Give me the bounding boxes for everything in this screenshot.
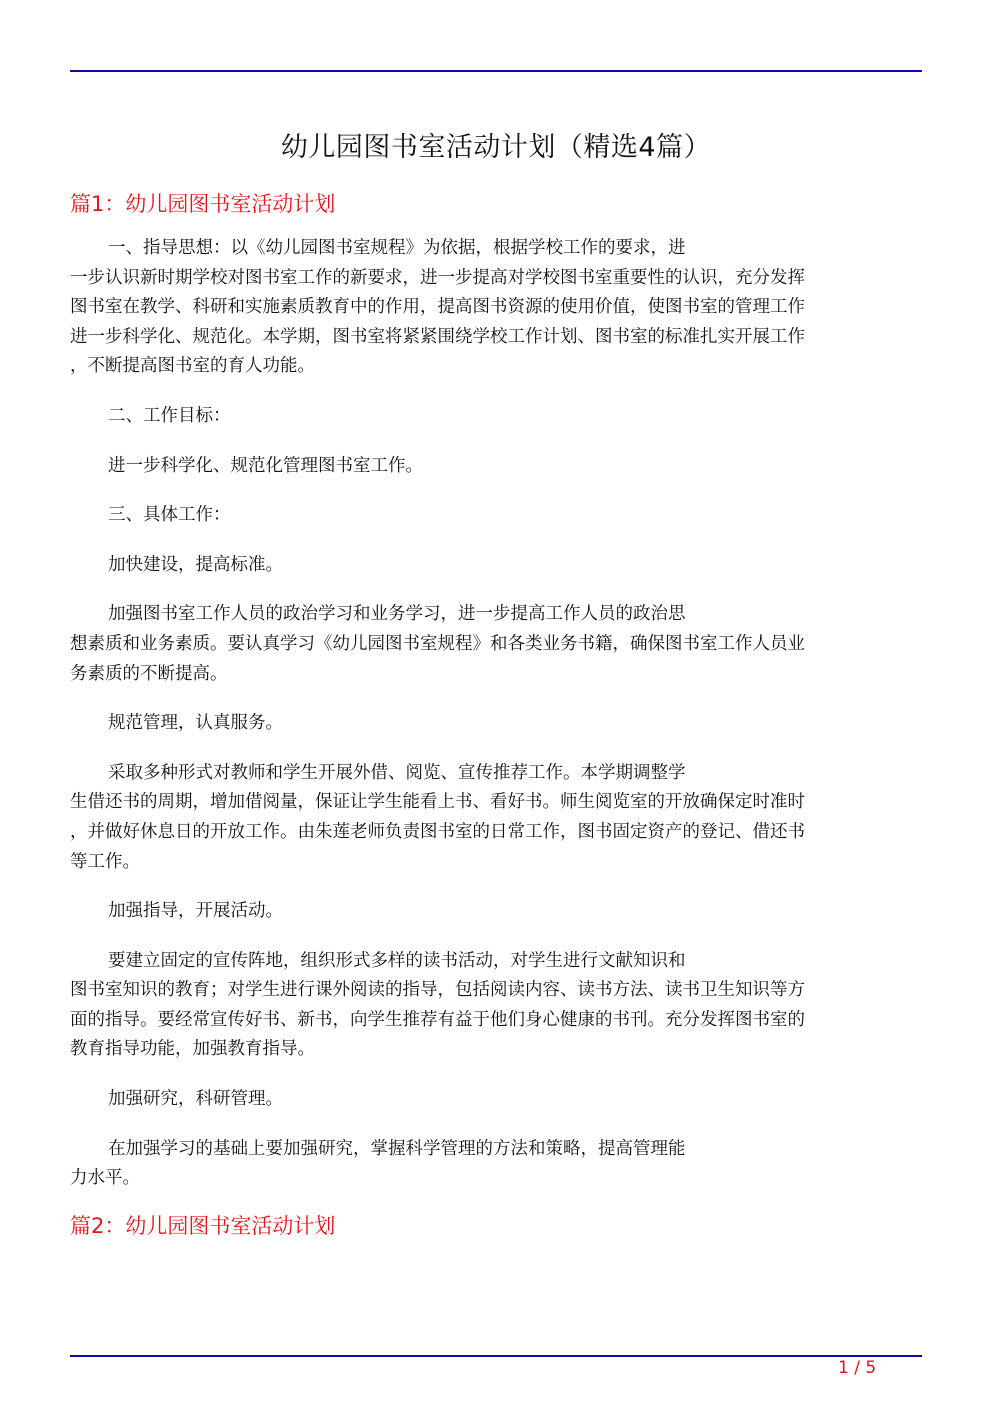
paragraph-guiding-thought: 一、指导思想：以《幼儿园图书室规程》为依据，根据学校工作的要求，进 一步认识新时期学校对图书室工作的新要求，进一步提高对学校图书室重要性的认识，充分发挥 图书室在教学、科研和实施素质教育中的作用，提高图书资源的使用价值，使图书室的管理工作 进一步科学化、规范化。本学期，图书室将紧紧围绕学校工作计划、图书室的标准扎实开展工作 ，不断提高图书室的育人功能。 [70,238,805,377]
paragraph-reading-activities: 要建立固定的宣传阵地，组织形式多样的读书活动，对学生进行文献知识和 图书室知识的教育；对学生进行课外阅读的指导，包括阅读内容、读书方法、读书卫生知识等方 面的指导。要经常宣传好书、新书，向学生推荐有益于他们身心健康的书刊。充分发挥图书室的 教育指导功能，加强教育指导。 [70,950,805,1060]
page-number: 1 / 5 [838,1358,877,1378]
paragraph-work-goal: 进一步科学化、规范化管理图书室工作。 [108,455,423,476]
footer-rule [70,1355,922,1357]
header-rule [70,70,922,72]
document-title: 幼儿园图书室活动计划（精选4篇） [280,132,712,163]
paragraph-work-goal-heading: 二、工作目标： [108,405,231,426]
paragraph-specific-work-heading: 三、具体工作： [108,505,231,526]
paragraph-guidance-heading: 加强指导，开展活动。 [108,901,283,922]
paragraph-standard-management: 规范管理，认真服务。 [108,713,283,734]
paragraph-lending-service: 采取多种形式对教师和学生开展外借、阅览、宣传推荐工作。本学期调整学 生借还书的周期，增加借阅量，保证让学生能看上书、看好书。师生阅览室的开放确保定时准时 ，并做好休息日的开放工作。由朱莲老师负责图书室的日常工作，图书固定资产的登记、借还书 等工作。 [70,762,805,872]
paragraph-accelerate-construction: 加快建设，提高标准。 [108,554,283,575]
section-heading-2: 篇2：幼儿园图书室活动计划 [70,1213,336,1238]
document-body [70,188,922,1242]
paragraph-staff-study: 加强图书室工作人员的政治学习和业务学习，进一步提高工作人员的政治思 想素质和业务素质。要认真学习《幼儿园图书室规程》和各类业务书籍，确保图书室工作人员业 务素质的不断提高。 [70,604,805,684]
paragraph-research-heading: 加强研究，科研管理。 [108,1089,283,1110]
paragraph-research: 在加强学习的基础上要加强研究，掌握科学管理的方法和策略，提高管理能 力水平。 [70,1138,686,1189]
section-heading-1: 篇1：幼儿园图书室活动计划 [70,192,336,216]
